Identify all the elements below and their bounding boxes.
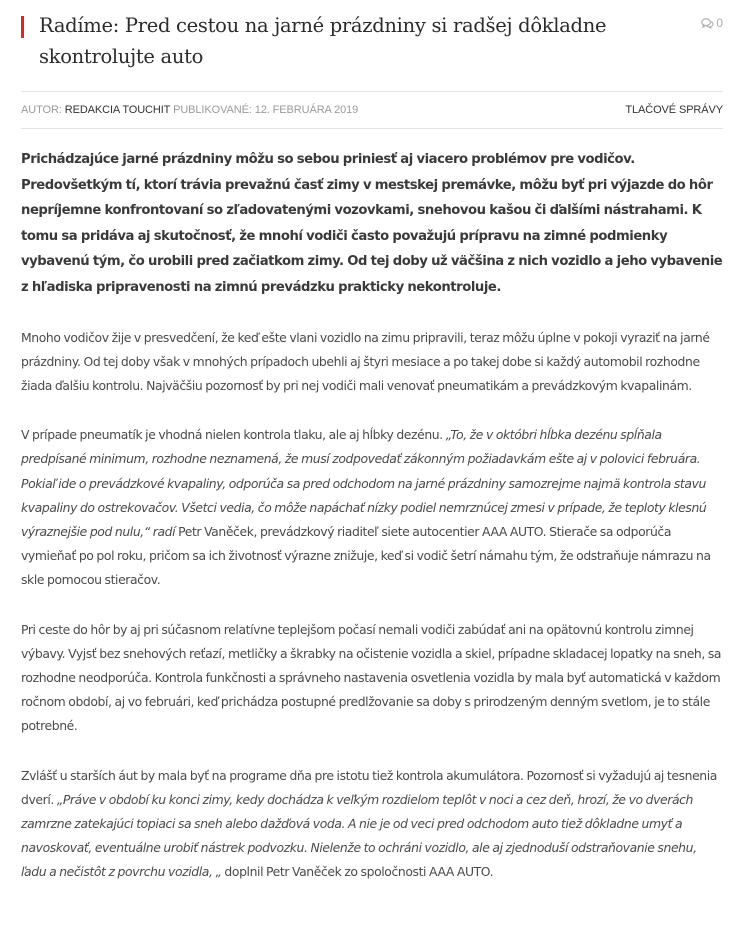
meta-left bbox=[21, 104, 358, 116]
paragraph-4-text-c: doplnil Petr Vaněček zo spoločnosti AAA AUTO. bbox=[221, 864, 494, 880]
comment-bubbles-icon bbox=[701, 18, 714, 29]
comment-count: 0 bbox=[716, 16, 723, 30]
paragraph-4 bbox=[21, 764, 723, 885]
paragraph-2-text-c: Petr Vaněček, prevádzkový riaditeľ siete autocentier AAA AUTO. Stierače sa odporúča vymieňať po pol roku, pričom sa ich životnosť výrazne znižuje, keď si vodič šetrí námahu tým, že odstraňuje námrazu na skle pomocou stieračov. bbox=[21, 523, 711, 588]
paragraph-4-text-a: Zvlášť u starších áut by mala byť na programe dňa pre istotu tiež kontrola akumulátora. Pozornosť si vyžadujú aj tesnenia dverí. bbox=[21, 767, 717, 807]
published-date: 12. FEBRUÁRA 2019 bbox=[254, 104, 359, 116]
paragraph-2 bbox=[21, 423, 723, 592]
paragraph-1: Mnoho vodičov žije v presvedčení, že keď ešte vlani vozidlo na zimu pripravili, teraz môžu úplne v pokoji vyraziť na jarné prázdniny. Od tej doby však v mnohých prípadoch ubehli aj štyri mesiace a po takej dobe si každý automobil rozhodne žiada ďalšiu kontrolu. Najväčšiu pozornosť by pri nej vodiči mali venovať pneumatikám a prevádzkovým kvapalinám. bbox=[21, 329, 710, 393]
paragraph-3: Pri ceste do hôr by aj pri súčasnom relatívne teplejšom počasí nemali vodiči zabúdať ani na opätovnú kontrolu zimnej výbavy. Vyjsť bez snehových reťazí, metličky a škrabky na očistenie vozidla a skiel, prípadne skladacej lopatky na sneh, sa rozhodne neodporúča. Kontrola funkčnosti a správneho nastavenia osvetlenia vozidla by mala byť automatická v každom ročnom období, aj vo februári, keď prichádza postupné predlžovanie sa doby s prirodzeným denným svetlom, je to stále potrebné. bbox=[21, 621, 722, 734]
title-accent-bar bbox=[21, 16, 24, 38]
author-label: AUTOR: bbox=[21, 104, 62, 116]
article-meta bbox=[21, 92, 723, 128]
article-title: Radíme: Pred cestou na jarné prázdniny si radšej dôkladne skontrolujte auto bbox=[39, 14, 607, 68]
paragraph-4-quote: „Práve v období ku konci zimy, kedy dochádza k veľkým rozdielom teplôt v noci a cez deň, hrozí, že vo dverách zamrzne zatekajúci topiaci sa sneh alebo dažďová voda. A nie je od veci pred odchodom auto tiež dôkladne umyť a navoskovať, eventuálne urobiť nástrek podvozku. Nielenže to ochráni vozidlo, ale aj zjednoduší odstraňovanie snehu, ľadu a nečistôt z povrchu vozidla, „ bbox=[21, 791, 697, 880]
category-link[interactable]: TLAČOVÉ SPRÁVY bbox=[625, 104, 723, 116]
divider-bottom bbox=[21, 128, 723, 129]
article bbox=[21, 0, 723, 885]
author-link[interactable]: REDAKCIA TOUCHIT bbox=[64, 104, 171, 116]
article-lead: Prichádzajúce jarné prázdniny môžu so sebou priniesť aj viacero problémov pre vodičov. Predovšetkým tí, ktorí trávia prevažnú časť zimy v mestskej premávke, môžu byť pri výjazde do hôr nepríjemne konfrontovaní so zľadovatenými vozovkami, snehovou kašou či ďalšími nástrahami. K tomu sa pridáva aj skutočnosť, že mnohí vodiči často považujú prípravu na zimné podmienky vybavenú tým, čo urobili pred začiatkom zimy. Od tej doby už väčšina z nich vozidlo a jeho vybavenie z hľadiska pripravenosti na zimnú prevádzku prakticky nekontroluje. bbox=[21, 152, 723, 295]
published-label: PUBLIKOVANÉ: bbox=[173, 104, 252, 116]
article-header bbox=[21, 0, 723, 91]
comments-link[interactable] bbox=[701, 16, 723, 30]
paragraph-2-quote: „To, že v októbri hĺbka dezénu spĺňala predpísané minimum, rozhodne neznamená, že musí zodpovedať zákonným požiadavkám ešte aj v polovici februára. Pokiaľ ide o prevádzkové kvapaliny, odporúča sa pred odchodom na jarné prázdniny samozrejme najmä kontrola stavu kvapaliny do ostrekovačov. Všetci vedia, čo môže napáchať nízky podiel nemrznúcej zmesi v prípade, že teploty klesnú výraznejšie pod nulu,“ radí bbox=[21, 427, 707, 539]
paragraph-2-text-a: V prípade pneumatík je vhodná nielen kontrola tlaku, ale aj hĺbky dezénu. bbox=[21, 427, 446, 443]
